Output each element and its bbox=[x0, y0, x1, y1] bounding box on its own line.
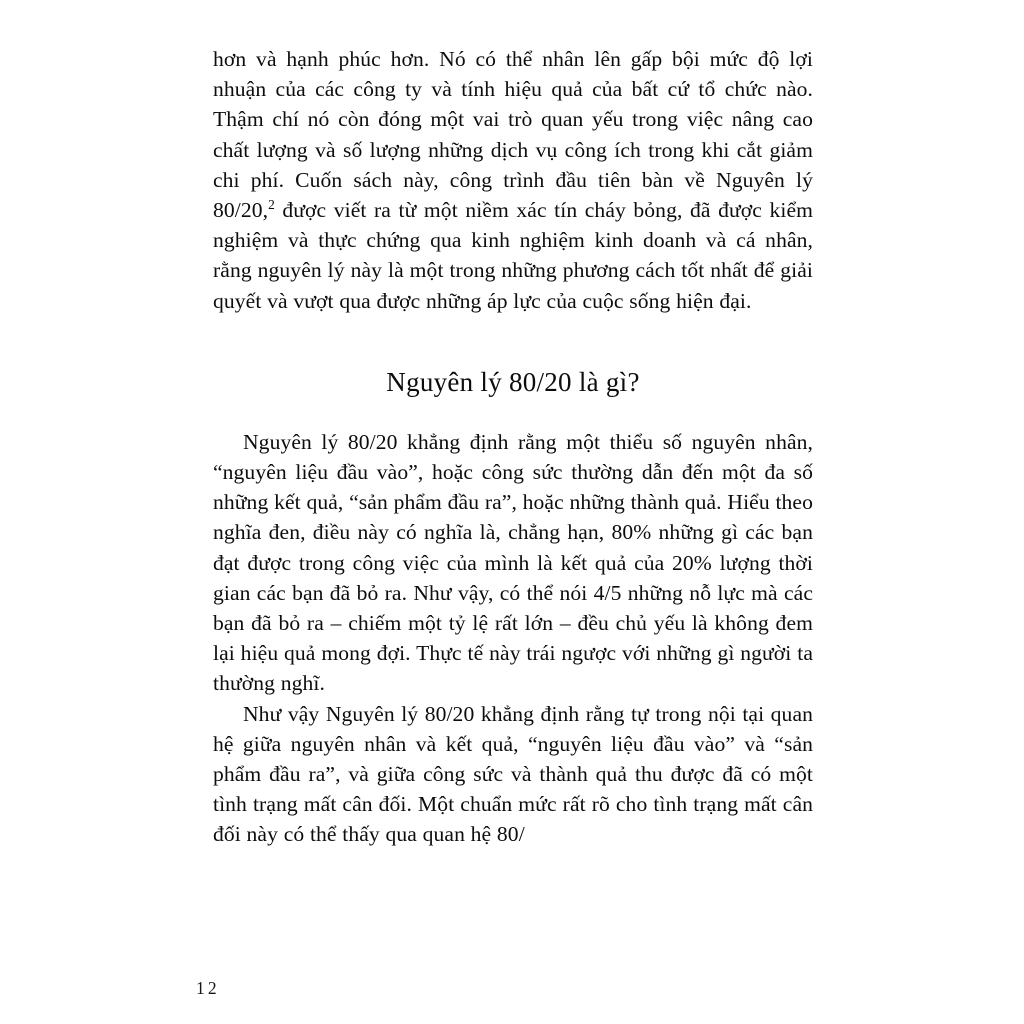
paragraph-continuation bbox=[213, 44, 813, 316]
paragraph-text-after-footnote: được viết ra từ một niềm xác tín cháy bỏng, đã được kiểm nghiệm và thực chứng qua kinh nghiệm kinh doanh và cá nhân, rằng nguyên lý này là một trong những phương cách tốt nhất để giải quyết và vượt qua được những áp lực của cuộc sống hiện đại. bbox=[213, 198, 813, 313]
section-heading: Nguyên lý 80/20 là gì? bbox=[386, 366, 640, 397]
page-number: 12 bbox=[196, 978, 220, 998]
paragraph-text-before-footnote: hơn và hạnh phúc hơn. Nó có thể nhân lên gấp bội mức độ lợi nhuận của các công ty và tính hiệu quả của bất cứ tổ chức nào. Thậm chí nó còn đóng một vai trò quan yếu trong việc nâng cao chất lượng và số lượng những dịch vụ công ích trong khi cắt giảm chi phí. Cuốn sách này, công trình đầu tiên bàn về Nguyên lý 80/20, bbox=[213, 47, 813, 223]
footnote-marker[interactable]: 2 bbox=[268, 196, 275, 212]
paragraph-definition: Nguyên lý 80/20 khẳng định rằng một thiểu số nguyên nhân, “nguyên liệu đầu vào”, hoặc công sức thường dẫn đến một đa số những kết quả, “sản phẩm đầu ra”, hoặc những thành quả. Hiểu theo nghĩa đen, điều này có nghĩa là, chẳng hạn, 80% những gì các bạn đạt được trong công việc của mình là kết quả của 20% lượng thời gian các bạn đã bỏ ra. Như vậy, có thể nói 4/5 những nỗ lực mà các bạn đã bỏ ra – chiếm một tỷ lệ rất lớn – đều chủ yếu là không đem lại hiệu quả mong đợi. Thực tế này trái ngược với những gì người ta thường nghĩ. bbox=[213, 429, 813, 696]
text-column bbox=[213, 44, 813, 850]
paragraph-imbalance: Như vậy Nguyên lý 80/20 khẳng định rằng tự trong nội tại quan hệ giữa nguyên nhân và kết quả, “nguyên liệu đầu vào” và “sản phẩm đầu ra”, và giữa công sức và thành quả thu được đã có một tình trạng mất cân đối. Một chuẩn mức rất rõ cho tình trạng mất cân đối này có thể thấy qua quan hệ 80/ bbox=[213, 701, 813, 847]
